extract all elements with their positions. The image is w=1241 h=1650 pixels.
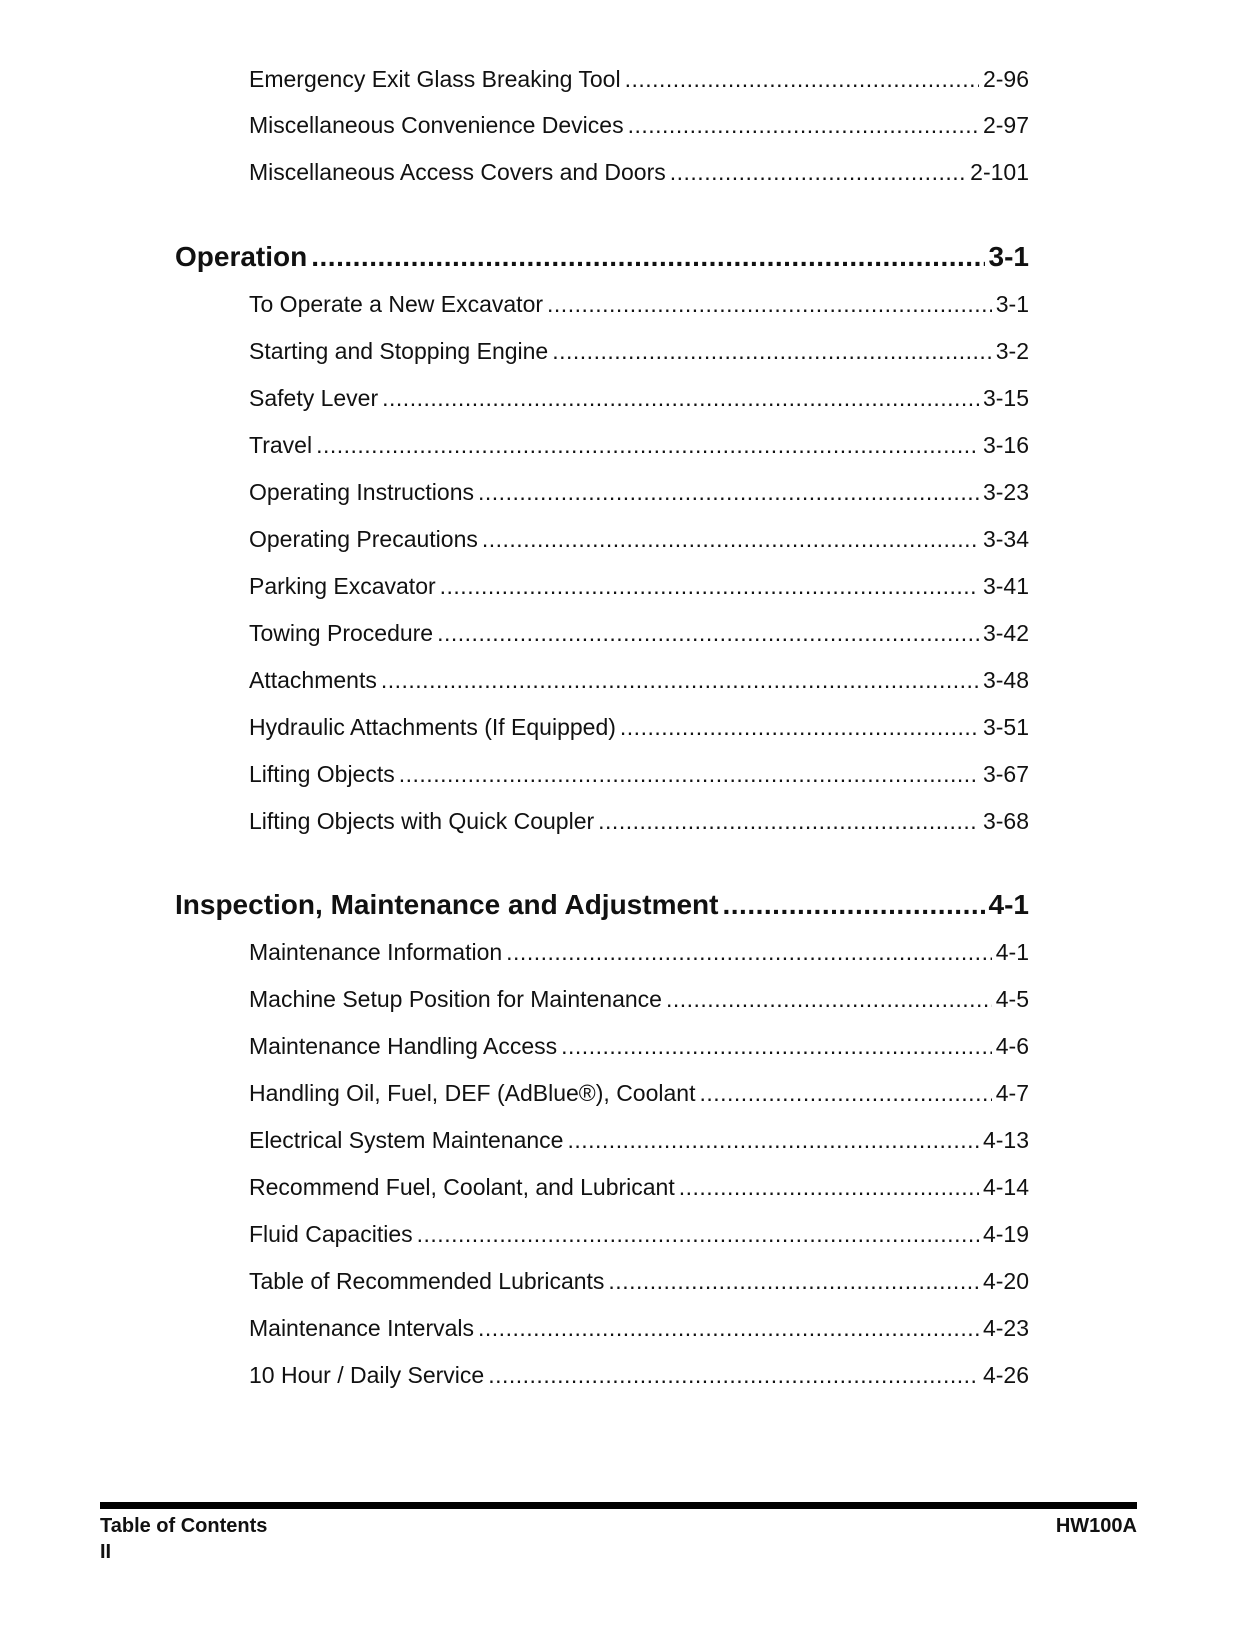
entry-title: Operating Instructions: [249, 479, 475, 505]
entry-title: To Operate a New Excavator: [249, 291, 544, 317]
leader-dots: [311, 240, 984, 274]
toc-entry[interactable]: [249, 1217, 1029, 1251]
leader-dots: [567, 1123, 978, 1157]
entry-title: Fluid Capacities: [249, 1221, 413, 1247]
leader-dots: [506, 935, 992, 969]
entry-title: Handling Oil, Fuel, DEF (AdBlue®), Coolant: [249, 1080, 696, 1106]
leader-dots: [316, 428, 979, 462]
leader-dots: [722, 888, 984, 922]
leader-dots: [440, 569, 979, 603]
toc-section-heading[interactable]: [175, 240, 1029, 274]
entry-page: 4-5: [995, 986, 1029, 1012]
footer-page-number: II: [100, 1541, 112, 1563]
toc-entry[interactable]: [249, 522, 1029, 556]
toc-entry[interactable]: [249, 616, 1029, 650]
leader-dots: [381, 663, 979, 697]
section-title: Inspection, Maintenance and Adjustment: [175, 889, 719, 920]
toc-entry[interactable]: [249, 428, 1029, 462]
entry-title: Maintenance Intervals: [249, 1315, 475, 1341]
leader-dots: [699, 1076, 991, 1110]
leader-dots: [620, 710, 979, 744]
section-title: Operation: [175, 241, 308, 272]
toc-entry[interactable]: [249, 804, 1029, 838]
toc-entry[interactable]: [249, 475, 1029, 509]
leader-dots: [561, 1029, 992, 1063]
entry-title: Electrical System Maintenance: [249, 1127, 564, 1153]
toc-entry[interactable]: [249, 935, 1029, 969]
entry-title: Machine Setup Position for Maintenance: [249, 986, 662, 1012]
entry-title: Safety Lever: [249, 385, 379, 411]
leader-dots: [437, 616, 979, 650]
leader-dots: [478, 1311, 979, 1345]
entry-title: Starting and Stopping Engine: [249, 338, 549, 364]
entry-title: Emergency Exit Glass Breaking Tool: [249, 66, 621, 92]
toc-entry[interactable]: [249, 1029, 1029, 1063]
entry-title: Table of Recommended Lubricants: [249, 1268, 605, 1294]
entry-title: Miscellaneous Convenience Devices: [249, 112, 624, 138]
entry-title: Attachments: [249, 667, 377, 693]
entry-page: 2-101: [970, 159, 1029, 185]
toc-entry[interactable]: [249, 710, 1029, 744]
entry-page: 4-26: [982, 1362, 1029, 1388]
entry-page: 2-97: [982, 112, 1029, 138]
leader-dots: [417, 1217, 979, 1251]
leader-dots: [608, 1264, 979, 1298]
entry-title: Parking Excavator: [249, 573, 436, 599]
footer-rule: [100, 1502, 1137, 1509]
entry-title: Lifting Objects with Quick Coupler: [249, 808, 595, 834]
leader-dots: [478, 475, 979, 509]
toc-entry[interactable]: [249, 1311, 1029, 1345]
footer-section-title: Table of Contents: [100, 1515, 268, 1537]
entry-page: 4-19: [982, 1221, 1029, 1247]
leader-dots: [628, 108, 979, 142]
toc-entry[interactable]: [249, 982, 1029, 1016]
toc-entry[interactable]: [249, 757, 1029, 791]
toc-entry[interactable]: [249, 62, 1029, 96]
entry-page: 4-14: [982, 1174, 1029, 1200]
toc-entry[interactable]: [249, 334, 1029, 368]
entry-page: 3-16: [982, 432, 1029, 458]
toc-entry[interactable]: [249, 663, 1029, 697]
toc-entry[interactable]: [249, 569, 1029, 603]
toc-entry[interactable]: [249, 1123, 1029, 1157]
entry-page: 3-51: [982, 714, 1029, 740]
section-page: 3-1: [988, 241, 1029, 272]
section-page: 4-1: [988, 889, 1029, 920]
leader-dots: [679, 1170, 979, 1204]
entry-page: 4-20: [982, 1268, 1029, 1294]
entry-page: 3-23: [982, 479, 1029, 505]
toc-entry[interactable]: [249, 1076, 1029, 1110]
entry-page: 4-13: [982, 1127, 1029, 1153]
toc-entry[interactable]: [249, 1170, 1029, 1204]
entry-page: 4-6: [995, 1033, 1029, 1059]
leader-dots: [488, 1358, 979, 1392]
entry-title: Recommend Fuel, Coolant, and Lubricant: [249, 1174, 675, 1200]
entry-title: Maintenance Handling Access: [249, 1033, 558, 1059]
toc-entry[interactable]: [249, 1358, 1029, 1392]
leader-dots: [399, 757, 979, 791]
entry-page: 3-68: [982, 808, 1029, 834]
entry-page: 2-96: [982, 66, 1029, 92]
entry-title: Miscellaneous Access Covers and Doors: [249, 159, 666, 185]
entry-title: Travel: [249, 432, 313, 458]
footer-model: HW100A: [1055, 1515, 1137, 1537]
entry-page: 3-48: [982, 667, 1029, 693]
entry-page: 3-34: [982, 526, 1029, 552]
leader-dots: [382, 381, 979, 415]
leader-dots: [670, 155, 966, 189]
entry-page: 3-1: [995, 291, 1029, 317]
entry-title: Lifting Objects: [249, 761, 395, 787]
toc-entry[interactable]: [249, 287, 1029, 321]
entry-title: 10 Hour / Daily Service: [249, 1362, 485, 1388]
entry-page: 3-41: [982, 573, 1029, 599]
leader-dots: [547, 287, 992, 321]
entry-page: 3-67: [982, 761, 1029, 787]
toc-entry[interactable]: [249, 155, 1029, 189]
leader-dots: [666, 982, 992, 1016]
entry-title: Operating Precautions: [249, 526, 478, 552]
entry-page: 3-2: [995, 338, 1029, 364]
entry-title: Maintenance Information: [249, 939, 503, 965]
toc-entry[interactable]: [249, 381, 1029, 415]
entry-title: Hydraulic Attachments (If Equipped): [249, 714, 616, 740]
leader-dots: [625, 62, 979, 96]
entry-page: 3-15: [982, 385, 1029, 411]
leader-dots: [552, 334, 992, 368]
entry-page: 4-7: [995, 1080, 1029, 1106]
entry-page: 3-42: [982, 620, 1029, 646]
entry-title: Towing Procedure: [249, 620, 434, 646]
entry-page: 4-1: [995, 939, 1029, 965]
leader-dots: [482, 522, 979, 556]
toc-section-heading[interactable]: [175, 888, 1029, 922]
entry-page: 4-23: [982, 1315, 1029, 1341]
leader-dots: [598, 804, 979, 838]
toc-entry[interactable]: [249, 1264, 1029, 1298]
footer-left: [100, 1513, 267, 1565]
toc-entry[interactable]: [249, 108, 1029, 142]
